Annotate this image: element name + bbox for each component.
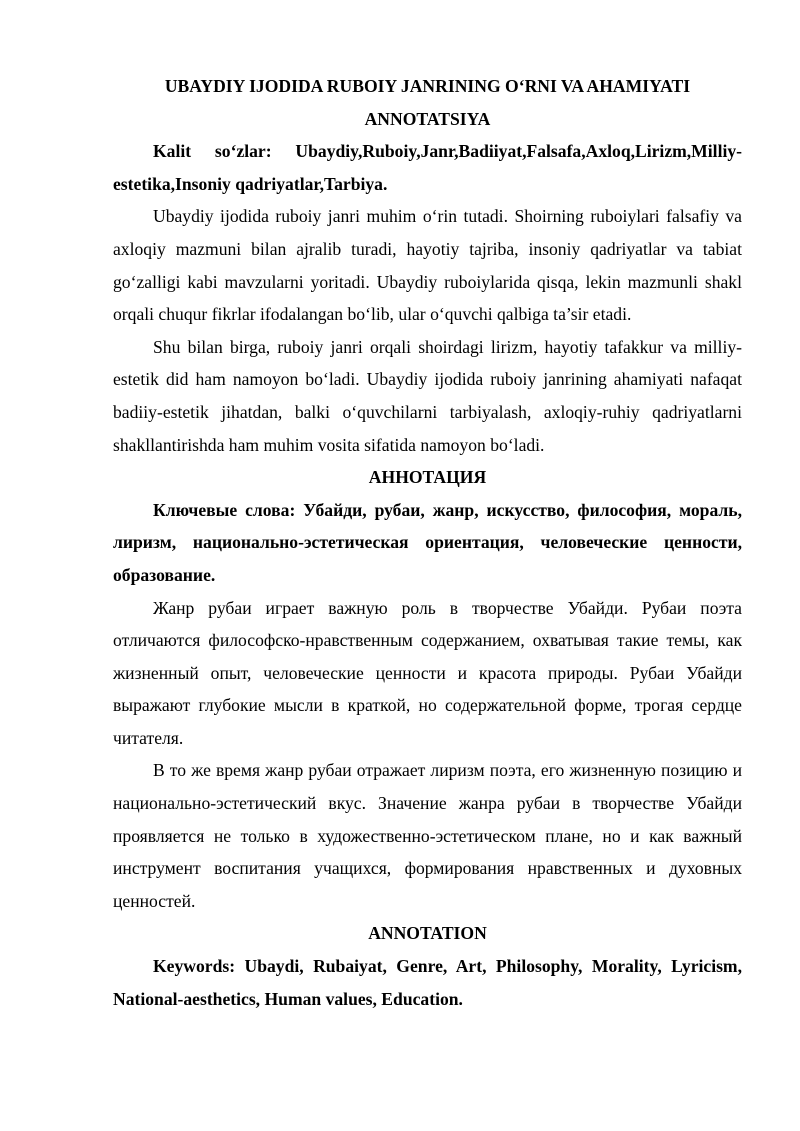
abstract-paragraph-uzbek-2: Shu bilan birga, ruboiy janri orqali shoirdagi lirizm, hayotiy tafakkur va milliy-estetik did ham namoyon bo‘ladi. Ubaydiy ijodida ruboiy janrining ahamiyati nafaqat badiiy-estetik jihatdan, balki o‘quvchilarni tarbiyalash, axloqiy-ruhiy qadriyatlarni shakllantirishda ham muhim vosita sifatida namoyon bo‘ladi. <box>113 336 742 455</box>
section-heading-russian: АННОТАЦИЯ <box>368 467 487 488</box>
section-heading-english: ANNOTATION <box>368 923 487 944</box>
document-page <box>113 70 742 1015</box>
abstract-paragraph-russian-1: Жанр рубаи играет важную роль в творчестве Убайди. Рубаи поэта отличаются философско-нравственным содержанием, охватывая такие темы, как жизненный опыт, человеческие ценности и красота природы. Рубаи Убайди выражают глубокие мысли в краткой, но содержательной форме, трогая сердце читателя. <box>113 597 742 748</box>
keywords-russian: Ключевые слова: Убайди, рубаи, жанр, искусство, философия, мораль, лиризм, национально-эстетическая ориентация, человеческие ценности, образование. <box>113 499 742 585</box>
abstract-paragraph-russian-2: В то же время жанр рубаи отражает лиризм поэта, его жизненную позицию и национально-эстетический вкус. Значение жанра рубаи в творчестве Убайди проявляется не только в художественно-эстетическом плане, но и как важный инструмент воспитания учащихся, формирования нравственных и духовных ценностей. <box>113 760 742 911</box>
keywords-english: Keywords: Ubaydi, Rubaiyat, Genre, Art, Philosophy, Morality, Lyricism, National-aesthetics, Human values, Education. <box>113 956 742 1009</box>
abstract-paragraph-uzbek-1: Ubaydiy ijodida ruboiy janri muhim o‘rin tutadi. Shoirning ruboiylari falsafiy va axloqiy mazmuni bilan ajralib turadi, hayotiy tajriba, insoniy qadriyatlar va tabiat go‘zalligi kabi mavzularni yoritadi. Ubaydiy ruboiylarida qisqa, lekin mazmunli shakl orqali chuqur fikrlar ifodalangan bo‘lib, ular o‘quvchi qalbiga ta’sir etadi. <box>113 206 742 325</box>
document-title: UBAYDIY IJODIDA RUBOIY JANRINING O‘RNI VA AHAMIYATI <box>164 76 691 96</box>
section-heading-uzbek: ANNOTATSIYA <box>364 108 491 129</box>
keywords-uzbek: Kalit so‘zlar: Ubaydiy,Ruboiy,Janr,Badiiyat,Falsafa,Axloq,Lirizm,Milliy-estetika,Insoniy qadriyatlar,Tarbiya. <box>113 141 742 194</box>
